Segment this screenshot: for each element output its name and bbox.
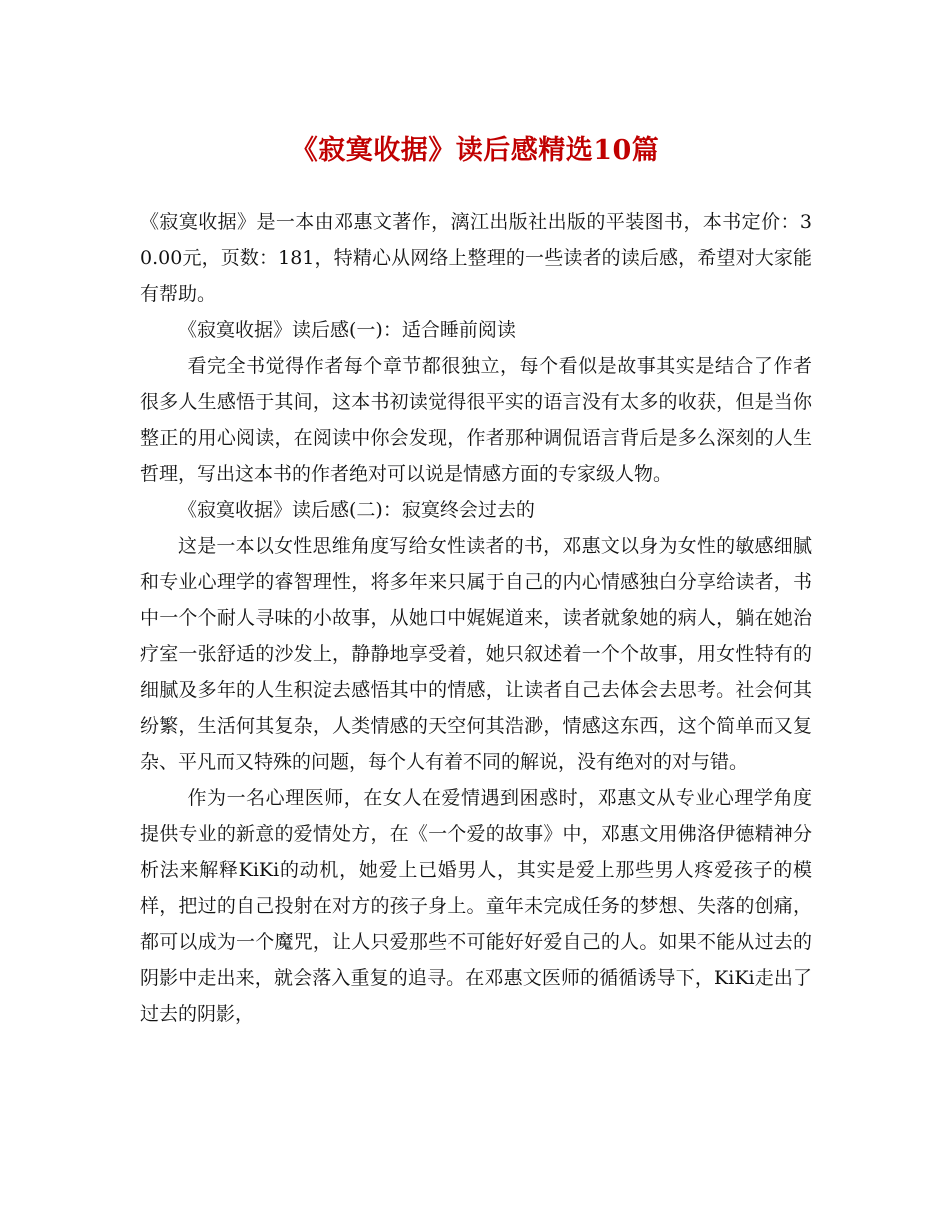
- document-body: [140, 204, 812, 1032]
- review-paragraph-3: 作为一名心理医师，在女人在爱情遇到困惑时，邓惠文从专业心理学角度提供专业的新意的爱情处方，在《一个爱的故事》中，邓惠文用佛洛伊德精神分析法来解释KiKi的动机，她爱上已婚男人，其实是爱上那些男人疼爱孩子的模样，把过的自己投射在对方的孩子身上。童年未完成任务的梦想、失落的创痛，都可以成为一个魔咒，让人只爱那些不可能好好爱自己的人。如果不能从过去的阴影中走出来，就会落入重复的追寻。在邓惠文医师的循循诱导下，KiKi走出了过去的阴影，: [140, 787, 812, 1025]
- intro-paragraph: 《寂寞收据》是一本由邓惠文著作，漓江出版社出版的平装图书，本书定价：30.00元，页数：181，特精心从网络上整理的一些读者的读后感，希望对大家能有帮助。: [140, 211, 812, 305]
- document-title: 《寂寞收据》读后感精选10篇: [290, 135, 660, 166]
- review-paragraph-2: 这是一本以女性思维角度写给女性读者的书，邓惠文以身为女性的敏感细腻和专业心理学的睿智理性，将多年来只属于自己的内心情感独白分享给读者，书中一个个耐人寻味的小故事，从她口中娓娓道来，读者就象她的病人，躺在她治疗室一张舒适的沙发上，静静地享受着，她只叙述着一个个故事，用女性特有的细腻及多年的人生积淀去感悟其中的情感，让读者自己去体会去思考。社会何其纷繁，生活何其复杂，人类情感的天空何其浩渺，情感这东西，这个简单而又复杂、平凡而又特殊的问题，每个人有着不同的解说，没有绝对的对与错。: [140, 535, 812, 773]
- section-heading-2: 《寂寞收据》读后感(二)：寂寞终会过去的: [178, 499, 535, 521]
- review-paragraph-1: 看完全书觉得作者每个章节都很独立，每个看似是故事其实是结合了作者很多人生感悟于其间，这本书初读觉得很平实的语言没有太多的收获，但是当你整正的用心阅读，在阅读中你会发现，作者那种调侃语言背后是多么深刻的人生哲理，写出这本书的作者绝对可以说是情感方面的专家级人物。: [140, 355, 812, 485]
- section-heading-1: 《寂寞收据》读后感(一)：适合睡前阅读: [178, 319, 516, 341]
